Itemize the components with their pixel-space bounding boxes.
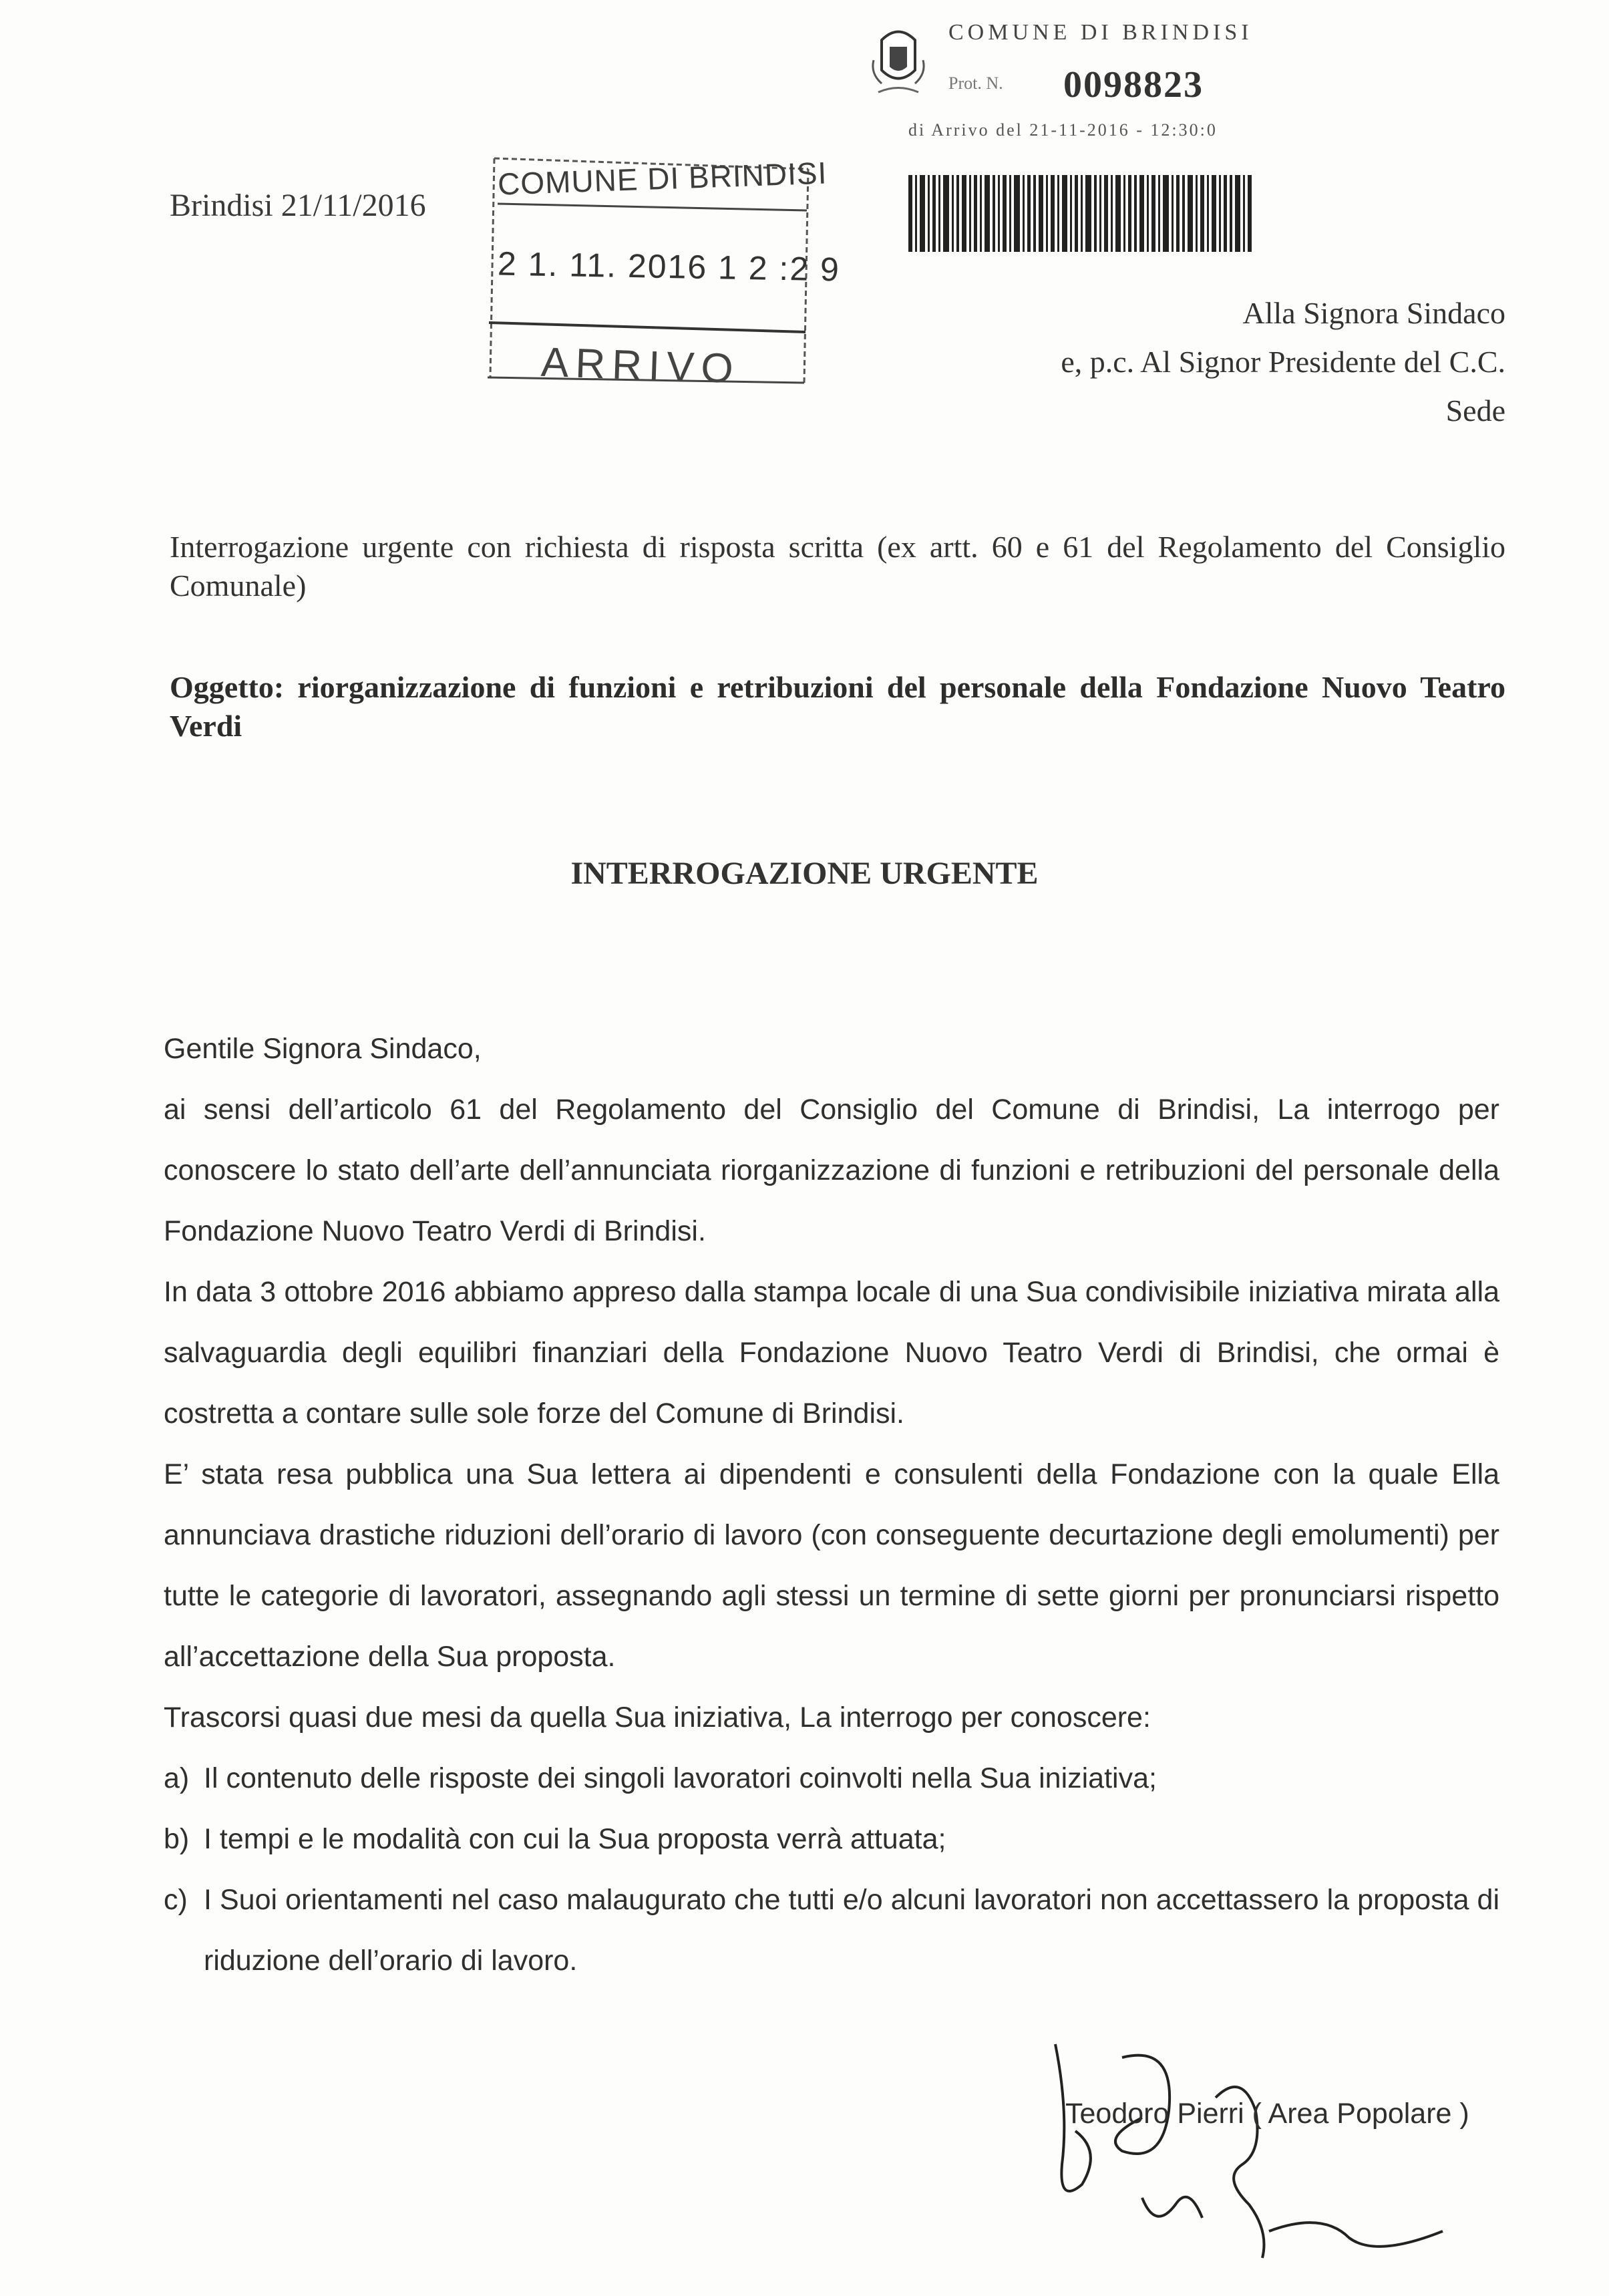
handwritten-signature [1042,2031,1456,2285]
addressee-block [1061,289,1505,435]
body-paragraph: In data 3 ottobre 2016 abbiamo appreso dalla stampa locale di una Sua condivisibile iniziativa mirata alla salvaguardia degli equilibri finanziari della Fondazione Nuovo Teatro Verdi di Brindisi, che ormai è costretta a contare sulle sole forze del Comune di Brindisi. [164,1276,1499,1430]
protocol-number: 0098823 [1063,64,1204,106]
protocol-arrival-date: di Arrivo del 21-11-2016 - 12:30:0 [908,120,1218,140]
stamp-datetime: 2 1. 11. 2016 1 2 :2 9 [497,244,841,289]
list-item-label: c) [164,1884,188,1916]
document-heading: INTERROGAZIONE URGENTE [570,856,1039,891]
protocol-label: Prot. N. [948,73,1003,93]
addressee-line: Alla Signora Sindaco [1242,296,1505,330]
list-item [164,1809,1499,1870]
list-item-text: I Suoi orientamenti nel caso malaugurato che tutti e/o alcuni lavoratori non accettassero la proposta di riduzione dell’orario di lavoro. [204,1884,1499,1977]
list-item-label: b) [164,1823,190,1855]
signer-name: Teodoro Pierri [1065,2098,1244,2130]
letter-body [164,1019,1499,1991]
signer-group: ( Area Popolare ) [1252,2098,1469,2130]
list-item [164,1870,1499,1991]
barcode [908,175,1256,252]
body-paragraph: Trascorsi quasi due mesi da quella Sua iniziativa, La interrogo per conoscere: [164,1701,1151,1734]
signer-line [1065,2098,1469,2130]
stamp-type: ARRIVO [540,339,741,393]
protocol-office: COMUNE DI BRINDISI [948,20,1253,45]
list-item-text: Il contenuto delle risposte dei singoli lavoratori coinvolti nella Sua iniziativa; [204,1762,1157,1794]
intro-text: Interrogazione urgente con richiesta di risposta scritta (ex artt. 60 e 61 del Regolamento del Consiglio Comunale) [170,530,1505,603]
stamp-office: COMUNE DI BRINDISI [497,155,828,202]
municipal-crest-icon [868,20,928,100]
addressee-line: Sede [1445,393,1505,428]
body-paragraph: E’ stata resa pubblica una Sua lettera ai dipendenti e consulenti della Fondazione con la quale Ella annunciava drastiche riduzioni dell’orario di lavoro (con conseguente decurtazione degli emolumenti) per tutte le categorie di lavoratori, assegnando agli stessi un termine di sette giorni per pronunciarsi rispetto all’accettazione della Sua proposta. [164,1458,1499,1673]
list-item [164,1748,1499,1809]
place-date: Brindisi 21/11/2016 [170,188,426,223]
subject-line: Oggetto: riorganizzazione di funzioni e retribuzioni del personale della Fondazione Nuovo Teatro Verdi [170,670,1505,743]
salutation: Gentile Signora Sindaco, [164,1033,482,1065]
addressee-line: e, p.c. Al Signor Presidente del C.C. [1061,345,1505,379]
list-item-text: I tempi e le modalità con cui la Sua proposta verrà attuata; [204,1823,946,1855]
body-paragraph: ai sensi dell’articolo 61 del Regolamento del Consiglio del Comune di Brindisi, La interrogo per conoscere lo stato dell’arte dell’annunciata riorganizzazione di funzioni e retribuzioni del personale della Fondazione Nuovo Teatro Verdi di Brindisi. [164,1094,1499,1247]
list-item-label: a) [164,1762,190,1794]
